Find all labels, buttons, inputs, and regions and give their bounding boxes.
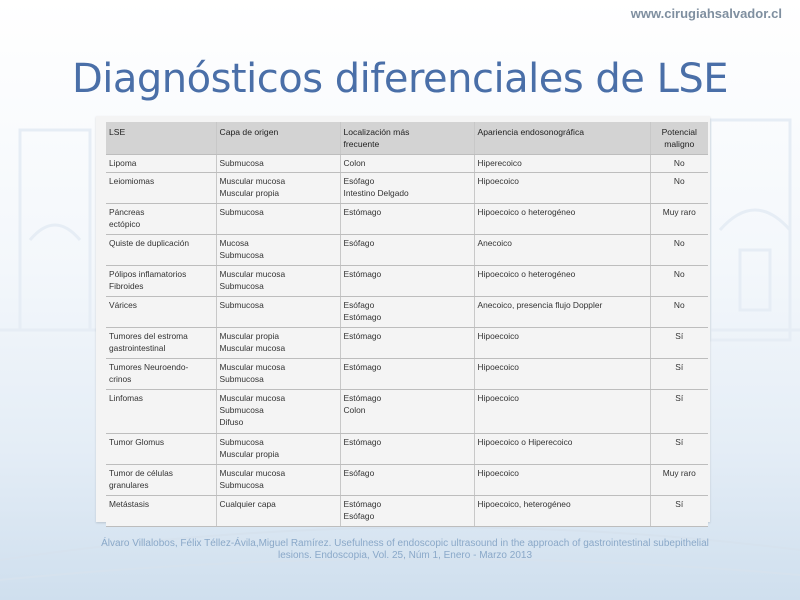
cell-localizacion [340,155,474,173]
cell-lse-line: granulares [109,480,149,490]
table-row [106,496,708,527]
cell-lse-line: Leiomiomas [109,176,155,186]
citation-line: lesions. Endoscopia, Vol. 25, Núm 1, Enero - Marzo 2013 [277,550,533,561]
cell-capa-origen-line: Muscular mucosa [219,269,286,279]
cell-localizacion-line: Estómago [343,437,382,447]
cell-apariencia: Hiperecoico [474,155,650,173]
cell-localizacion [340,235,474,266]
cell-lse-line: Tumor de células [109,468,173,478]
cell-potencial-maligno: Sí [650,390,708,434]
cell-capa-origen-line: Muscular mucosa [219,362,286,372]
cell-localizacion [340,204,474,235]
cell-localizacion-line: Colon [343,158,366,168]
cell-capa-origen [216,266,340,297]
cell-capa-origen-line: Submucosa [219,207,264,217]
cell-lse-line: Tumores del estroma [109,331,188,341]
header-localizacion-line: Localización más [343,127,410,137]
cell-apariencia: Hipoecoico o Hiperecoico [474,434,650,465]
cell-capa-origen-line: Muscular propia [219,188,280,198]
header-localizacion-line: frecuente [343,139,380,149]
cell-capa-origen-line: Submucosa [219,374,264,384]
cell-localizacion [340,266,474,297]
table-row [106,204,708,235]
cell-lse-line: ectópico [109,219,141,229]
cell-localizacion-line: Estómago [343,312,382,322]
cell-apariencia: Hipoecoico [474,390,650,434]
cell-lse [106,465,216,496]
cell-localizacion [340,390,474,434]
cell-localizacion-line: Estómago [343,393,382,403]
cell-apariencia: Hipoecoico o heterogéneo [474,266,650,297]
cell-potencial-maligno: No [650,297,708,328]
cell-potencial-maligno: Muy raro [650,204,708,235]
cell-lse-line: Lipoma [109,158,137,168]
cell-lse-line: Várices [109,300,137,310]
cell-apariencia: Anecoico, presencia flujo Doppler [474,297,650,328]
cell-capa-origen-line: Submucosa [219,480,264,490]
cell-lse [106,390,216,434]
cell-lse-line: crinos [109,374,132,384]
slide-title: Diagnósticos diferenciales de LSE [71,56,729,102]
cell-localizacion-line: Esófago [343,468,375,478]
cell-capa-origen [216,173,340,204]
cell-apariencia: Hipoecoico [474,173,650,204]
cell-lse-line: Tumores Neuroendo- [109,362,189,372]
cell-localizacion [340,434,474,465]
cell-lse [106,155,216,173]
table-row [106,390,708,434]
cell-capa-origen [216,390,340,434]
cell-capa-origen-line: Muscular propia [219,449,280,459]
cell-localizacion [340,359,474,390]
cell-potencial-maligno: Sí [650,434,708,465]
cell-capa-origen-line: Submucosa [219,250,264,260]
table-row [106,359,708,390]
table-row [106,155,708,173]
cell-lse [106,328,216,359]
cell-lse-line: Linfomas [109,393,143,403]
table-row [106,173,708,204]
cell-capa-origen-line: Submucosa [219,405,264,415]
table-body [106,155,708,527]
cell-lse [106,173,216,204]
cell-capa-origen-line: Muscular mucosa [219,393,286,403]
cell-localizacion-line: Estómago [343,207,382,217]
table-row [106,297,708,328]
cell-localizacion [340,496,474,527]
cell-capa-origen-line: Muscular mucosa [219,468,286,478]
cell-lse-line: Tumor Glomus [109,437,165,447]
cell-capa-origen-line: Muscular mucosa [219,343,286,353]
cell-capa-origen [216,297,340,328]
cell-potencial-maligno: No [650,266,708,297]
cell-apariencia: Hipoecoico [474,328,650,359]
header-lse: LSE [106,122,216,155]
cell-lse-line: Páncreas [109,207,145,217]
cell-capa-origen-line: Submucosa [219,281,264,291]
cell-localizacion [340,465,474,496]
cell-localizacion-line: Estómago [343,269,382,279]
cell-localizacion-line: Esófago [343,511,375,521]
header-capa-origen: Capa de origen [216,122,340,155]
differential-diagnosis-table-panel [96,116,710,522]
cell-capa-origen-line: Muscular mucosa [219,176,286,186]
table-row [106,465,708,496]
cell-lse [106,266,216,297]
cell-capa-origen [216,496,340,527]
cell-capa-origen [216,155,340,173]
cell-localizacion-line: Intestino Delgado [343,188,409,198]
cell-capa-origen-line: Submucosa [219,158,264,168]
citation-line: Álvaro Villalobos, Félix Téllez-Ávila,Miguel Ramírez. Usefulness of endoscopic ultrasound in the approach of gastrointestinal subepithelial [101,538,709,549]
header-localizacion [340,122,474,155]
table-row [106,266,708,297]
cell-capa-origen [216,434,340,465]
cell-potencial-maligno: No [650,235,708,266]
cell-localizacion-line: Esófago [343,176,375,186]
header-potencial-line: maligno [664,139,695,149]
cell-lse-line: gastrointestinal [109,343,166,353]
cell-localizacion [340,173,474,204]
cell-capa-origen [216,328,340,359]
cell-apariencia: Hipoecoico, heterogéneo [474,496,650,527]
cell-localizacion-line: Esófago [343,238,375,248]
differential-diagnosis-table [106,122,708,527]
cell-localizacion [340,297,474,328]
cell-potencial-maligno: Sí [650,328,708,359]
cell-localizacion-line: Estómago [343,499,382,509]
cell-potencial-maligno: Muy raro [650,465,708,496]
cell-localizacion-line: Esófago [343,300,375,310]
cell-lse-line: Metástasis [109,499,150,509]
table-row [106,328,708,359]
cell-apariencia: Hipoecoico [474,465,650,496]
table-header-row [106,122,708,155]
cell-localizacion [340,328,474,359]
cell-capa-origen-line: Mucosa [219,238,249,248]
cell-localizacion-line: Estómago [343,362,382,372]
header-potencial-line: Potencial [661,127,697,137]
table-row [106,235,708,266]
cell-capa-origen [216,235,340,266]
site-url[interactable]: www.cirugiahsalvador.cl [630,6,782,21]
cell-lse-line: Fibroides [109,281,144,291]
cell-apariencia: Anecoico [474,235,650,266]
cell-lse [106,204,216,235]
cell-potencial-maligno: No [650,155,708,173]
header-potencial-maligno [650,122,708,155]
table-row [106,434,708,465]
cell-lse [106,359,216,390]
cell-capa-origen-line: Muscular propia [219,331,280,341]
cell-lse [106,297,216,328]
cell-lse [106,496,216,527]
cell-potencial-maligno: No [650,173,708,204]
cell-capa-origen [216,204,340,235]
cell-potencial-maligno: Sí [650,359,708,390]
cell-lse [106,235,216,266]
cell-capa-origen-line: Submucosa [219,437,264,447]
cell-localizacion-line: Colon [343,405,366,415]
cell-lse-line: Quiste de duplicación [109,238,190,248]
cell-potencial-maligno: Sí [650,496,708,527]
cell-apariencia: Hipoecoico [474,359,650,390]
cell-capa-origen-line: Submucosa [219,300,264,310]
cell-apariencia: Hipoecoico o heterogéneo [474,204,650,235]
cell-capa-origen [216,359,340,390]
cell-capa-origen-line: Cualquier capa [219,499,276,509]
citation [60,538,750,562]
cell-lse-line: Pólipos inflamatorios [109,269,187,279]
cell-capa-origen-line: Difuso [219,417,244,427]
header-apariencia: Apariencia endosonográfica [474,122,650,155]
cell-localizacion-line: Estómago [343,331,382,341]
cell-capa-origen [216,465,340,496]
cell-lse [106,434,216,465]
